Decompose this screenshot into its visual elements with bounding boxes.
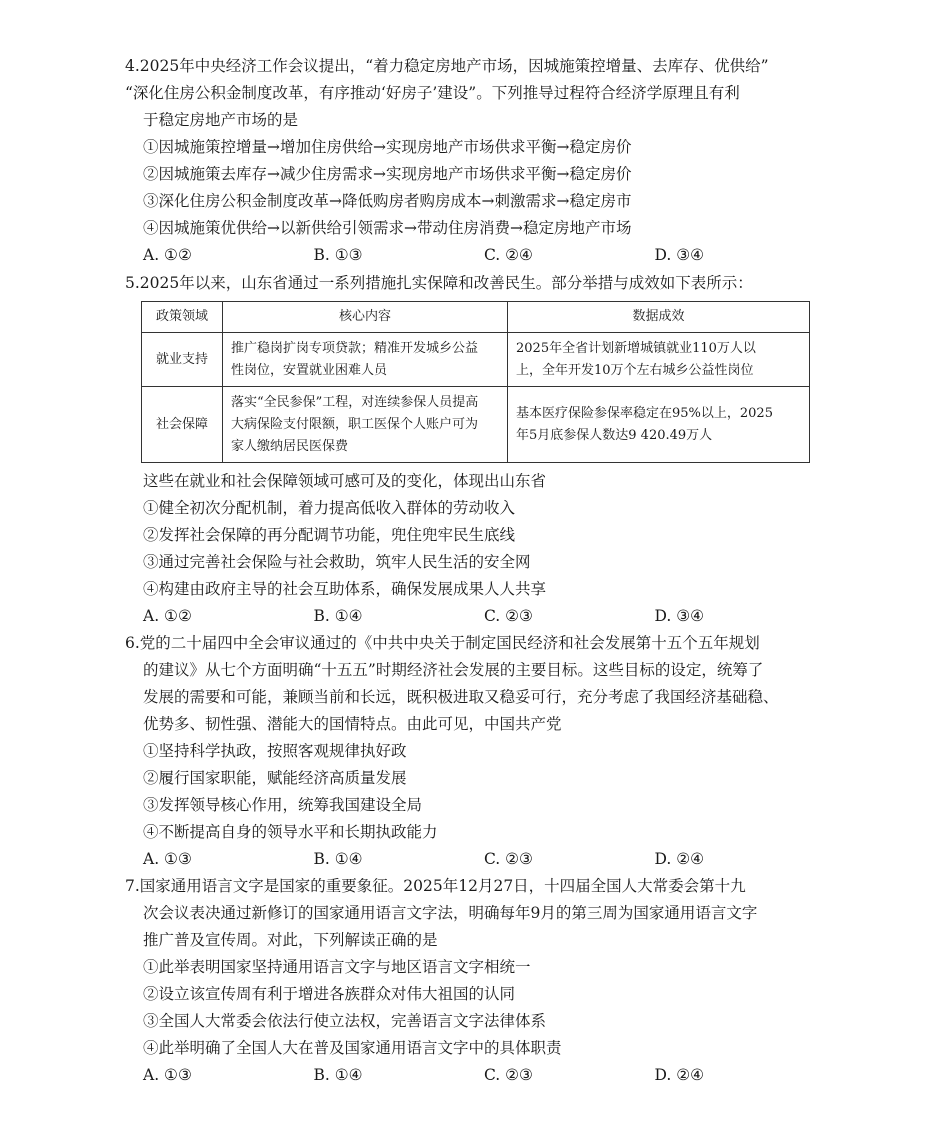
q6-choice-b: B. ①④ <box>313 850 363 868</box>
question-5 <box>125 270 825 297</box>
q6-option-3: ③发挥领导核心作用，统筹我国建设全局 <box>143 796 423 814</box>
q7-choices <box>125 1062 825 1089</box>
q4-option-1: ①因城施策控增量→增加住房供给→实现房地产市场供求平衡→稳定房价 <box>143 138 632 156</box>
q4-choice-d: D. ③④ <box>654 246 705 264</box>
cell-line: 落实“全民参保”工程，对连续参保人员提高 <box>231 394 479 410</box>
q4-choice-c: C. ②④ <box>484 246 533 264</box>
q5-stem-line-1: 5.2025年以来，山东省通过一系列措施扎实保障和改善民生。部分举措与成效如下表所示： <box>125 274 753 292</box>
q7-stem-line-1: 7.国家通用语言文字是国家的重要象征。2025年12月27日，十四届全国人大常委会第十九 <box>125 877 746 895</box>
cell-line: 性岗位，安置就业困难人员 <box>231 362 388 378</box>
table-cell-result <box>508 333 810 387</box>
q7-choice-b: B. ①④ <box>313 1066 363 1084</box>
q6-choices <box>125 846 825 873</box>
q6-option-4: ④不断提高自身的领导水平和长期执政能力 <box>143 823 438 841</box>
q7-option-4: ④此举明确了全国人大在普及国家通用语言文字中的具体职责 <box>143 1039 562 1057</box>
cell-line: 推广稳岗扩岗专项贷款；精准开发城乡公益 <box>231 340 479 356</box>
q7-option-3: ③全国人大常委会依法行使立法权，完善语言文字法律体系 <box>143 1012 547 1030</box>
cell-line: 年5月底参保人数达9 420.49万人 <box>516 427 713 443</box>
table-cell-result <box>508 387 810 463</box>
q4-stem-line-3: 于稳定房地产市场的是 <box>143 111 299 129</box>
cell-line: 基本医疗保险参保率稳定在95%以上，2025 <box>516 405 773 421</box>
q7-stem-line-2: 次会议表决通过新修订的国家通用语言文字法，明确每年9月的第三周为国家通用语言文字 <box>143 904 758 922</box>
q4-choice-a: A. ①② <box>143 246 192 264</box>
q5-option-1: ①健全初次分配机制，着力提高低收入群体的劳动收入 <box>143 499 516 517</box>
q4-choice-b: B. ①③ <box>313 246 363 264</box>
q7-stem-line-3: 推广普及宣传周。对此，下列解读正确的是 <box>143 931 438 949</box>
cell-line: 家人缴纳居民医保费 <box>231 438 349 454</box>
q4-option-2: ②因城施策去库存→减少住房需求→实现房地产市场供求平衡→稳定房价 <box>143 165 632 183</box>
q5-choice-a: A. ①② <box>143 607 192 625</box>
q6-choice-c: C. ②③ <box>484 850 533 868</box>
q5-choice-d: D. ③④ <box>654 607 705 625</box>
table-header-result: 数据成效 <box>508 302 810 333</box>
q7-choice-d: D. ②④ <box>654 1066 705 1084</box>
q6-option-1: ①坚持科学执政，按照客观规律执好政 <box>143 742 407 760</box>
question-4 <box>125 53 825 269</box>
q6-option-2: ②履行国家职能，赋能经济高质量发展 <box>143 769 407 787</box>
table-header-row <box>142 302 810 333</box>
cell-line: 上，全年开发10万个左右城乡公益性岗位 <box>516 362 754 378</box>
q5-lead: 这些在就业和社会保障领域可感可及的变化，体现出山东省 <box>143 472 547 490</box>
table-cell-core <box>223 333 508 387</box>
q6-choice-a: A. ①③ <box>143 850 192 868</box>
q6-choice-d: D. ②④ <box>654 850 705 868</box>
q7-option-1: ①此举表明国家坚持通用语言文字与地区语言文字相统一 <box>143 958 531 976</box>
q6-stem-line-4: 优势多、韧性强、潜能大的国情特点。由此可见，中国共产党 <box>143 715 562 733</box>
q5-data-table <box>141 301 810 463</box>
table-cell-area: 社会保障 <box>142 387 223 463</box>
q5-option-3: ③通过完善社会保险与社会救助，筑牢人民生活的安全网 <box>143 553 531 571</box>
q7-choice-a: A. ①③ <box>143 1066 192 1084</box>
cell-line: 大病保险支付限额，职工医保个人账户可为 <box>231 416 479 432</box>
q6-stem-line-1: 6.党的二十届四中全会审议通过的《中共中央关于制定国民经济和社会发展第十五个五年规划 <box>125 634 760 652</box>
table-row <box>142 387 810 463</box>
q4-choices <box>125 242 825 269</box>
q4-stem-line-2: “深化住房公积金制度改革，有序推动‘好房子’建设”。下列推导过程符合经济学原理且有利 <box>125 84 740 102</box>
q5-choices <box>125 603 825 630</box>
q4-option-4: ④因城施策优供给→以新供给引领需求→带动住房消费→稳定房地产市场 <box>143 219 632 237</box>
q7-choice-c: C. ②③ <box>484 1066 533 1084</box>
q4-stem-line-1: 4.2025年中央经济工作会议提出，“着力稳定房地产市场，因城施策控增量、去库存、优供给” <box>125 57 769 75</box>
question-6 <box>125 630 825 873</box>
table-header-area: 政策领域 <box>142 302 223 333</box>
q5-choice-c: C. ②③ <box>484 607 533 625</box>
table-cell-core <box>223 387 508 463</box>
q5-choice-b: B. ①④ <box>313 607 363 625</box>
q6-stem-line-2: 的建议》从七个方面明确“十五五”时期经济社会发展的主要目标。这些目标的设定，统筹了 <box>143 661 764 679</box>
q4-option-3: ③深化住房公积金制度改革→降低购房者购房成本→刺激需求→稳定房市 <box>143 192 632 210</box>
q7-option-2: ②设立该宣传周有利于增进各族群众对伟大祖国的认同 <box>143 985 516 1003</box>
table-header-core: 核心内容 <box>223 302 508 333</box>
table-row <box>142 333 810 387</box>
cell-line: 2025年全省计划新增城镇就业110万人以 <box>516 340 756 356</box>
q5-option-2: ②发挥社会保障的再分配调节功能，兜住兜牢民生底线 <box>143 526 516 544</box>
table-cell-area: 就业支持 <box>142 333 223 387</box>
q6-stem-line-3: 发展的需要和可能，兼顾当前和长远，既积极进取又稳妥可行，充分考虑了我国经济基础稳、 <box>143 688 779 706</box>
question-7 <box>125 873 825 1089</box>
question-5-continued <box>125 468 825 630</box>
q5-option-4: ④构建由政府主导的社会互助体系，确保发展成果人人共享 <box>143 580 547 598</box>
